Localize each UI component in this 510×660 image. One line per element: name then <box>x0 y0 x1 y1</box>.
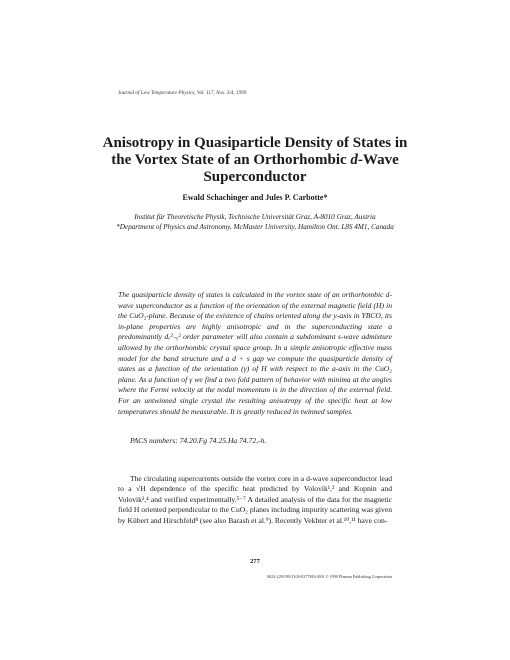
abstract: The quasiparticle density of states is calculated in the vortex state of an orthorhombic d-wave superconductor as a function of the orientation of the external magnetic field (H) in the CuO₂-plane. Because of the existence of chains oriented along the y-axis in YBCO, its in-plane properties are highly anisotropic and in the superconducting state a predominantly dₓ²₋ᵧ² order parameter will also contain a subdominant s-wave admixture allowed by the orthorhombic crystal space group. In a simple anisotropic effective mass model for the band structure and a d + s gap we compute the quasiparticle density of states as a function of the orientation (γ) of H with respect to the a-axis in the CuO₂ plane. As a function of γ we find a two fold pattern of behavior with minima at the angles where the Fermi velocity at the nodal momentum is in the direction of the external field. For an untwinned single crystal the resulting anisotropy of the specific heat at low temperatures should be measurable. It is greatly reduced in twinned samples. <box>118 290 392 416</box>
intro-paragraph: The circulating supercurrents outside the vortex core in a d-wave superconductor lead to a √H dependence of the specific heat predicted by Volovik¹,² and Kopnin and Volovik³,⁴ and verified experimentally.⁵⁻⁷ A detailed analysis of the data for the magnetic field H oriented perpendicular to the CuO₂ planes including impurity scattering was given by Kübert and Hirschfeld⁸ (see also Barash et al.⁹). Recently Vekhter et al.¹⁰,¹¹ have con- <box>118 474 392 525</box>
authors: Ewald Schachinger and Jules P. Carbotte* <box>182 193 328 202</box>
pacs-numbers: PACS numbers: 74.20.Fg 74.25.Ha 74.72,-h. <box>130 436 267 445</box>
affiliation-1: Institut für Theoretische Physik, Technische Universität Graz, A-8010 Graz, Austria <box>134 213 376 221</box>
title-part-2: -Wave Superconductor <box>203 152 399 185</box>
affiliation-2: *Department of Physics and Astronomy, McMaster University, Hamilton Ont. L8S 4M1, Canada <box>116 223 394 231</box>
page-number: 277 <box>250 558 260 565</box>
paper-title <box>100 135 410 186</box>
title-part-1: Anisotropy in Quasiparticle Density of States in the Vortex State of an Orthorhombic <box>102 135 408 168</box>
copyright-footer: 0022-2291/99/1100-0277$16.00/0 © 1999 Plenum Publishing Corporation <box>266 574 392 579</box>
journal-header: Journal of Low Temperature Physics, Vol. 117, Nos. 3/4, 1999 <box>118 90 247 96</box>
title-italic: d <box>350 152 358 168</box>
affiliations <box>100 212 410 232</box>
